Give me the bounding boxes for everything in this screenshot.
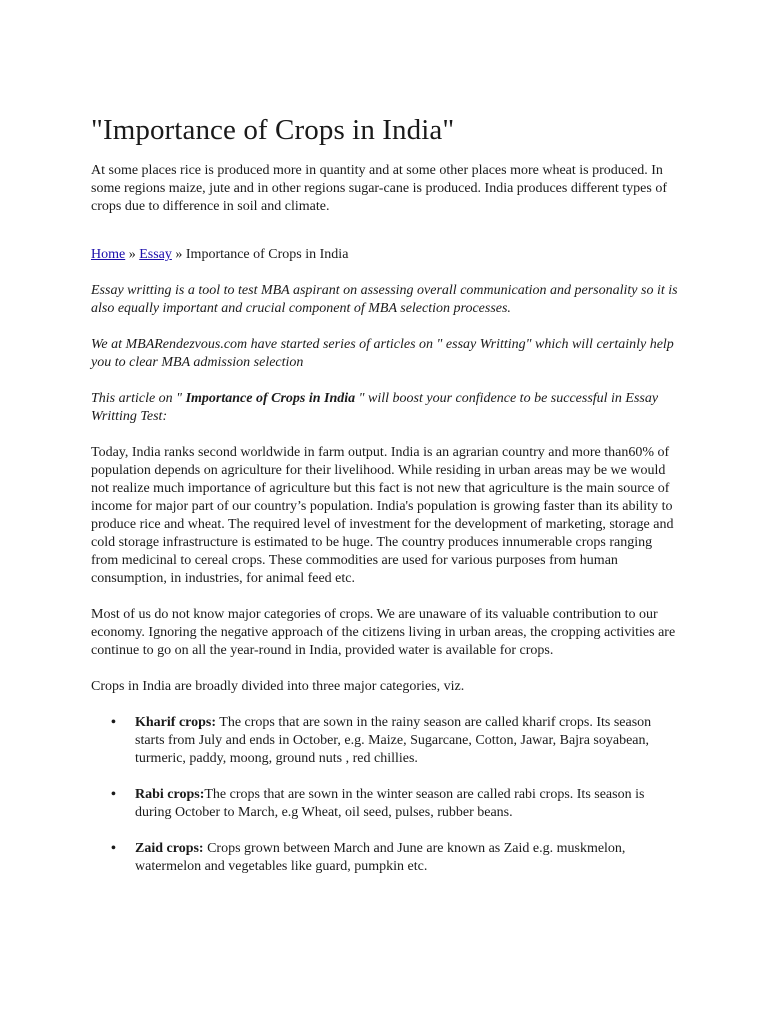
- crop-term: Kharif crops:: [135, 715, 217, 730]
- article-note-prefix: This article on ": [91, 391, 186, 406]
- breadcrumb-separator: »: [171, 247, 186, 262]
- breadcrumb-current: Importance of Crops in India: [185, 247, 349, 262]
- list-item-rabi: [111, 786, 680, 822]
- paragraph-farm-output: Today, India ranks second worldwide in farm output. India is an agrarian country and more than60% of population depends on agriculture for their livelihood. While residing in urban areas may be we would not realize much importance of agriculture but this fact is not new that agriculture is the main source of income for major part of our country’s population. India's population is growing faster than its ability to produce rice and wheat. The required level of investment for the development of marketing, storage and cold storage infrastructure is estimated to be huge. The country produces innumerable crops ranging from medicinal to cereal crops. These commodities are used for various purposes from human consumption, in industries, for animal feed etc.: [91, 445, 674, 586]
- article-note-suffix: " will boost your confidence to be successful in Essay Writting Test:: [91, 391, 659, 424]
- crop-description: Crops grown between March and June are known as Zaid e.g. muskmelon, watermelon and vegetables like guard, pumpkin etc.: [135, 841, 626, 874]
- bullet-icon: •: [111, 841, 116, 856]
- crop-term: Rabi crops:: [135, 787, 205, 802]
- crop-categories-list: [91, 714, 680, 876]
- bullet-icon: •: [111, 787, 116, 802]
- crop-description: The crops that are sown in the rainy season are called kharif crops. Its season starts from July and ends in October, e.g. Maize, Sugarcane, Cotton, Jawar, Bajra soyabean, turmeric, paddy, moong, ground nuts , red chillies.: [135, 715, 652, 766]
- paragraph-divided: Crops in India are broadly divided into three major categories, viz.: [91, 679, 465, 694]
- article-note-topic: Importance of Crops in India: [185, 391, 356, 406]
- list-item-kharif: [111, 714, 680, 768]
- essay-writing-intro: Essay writting is a tool to test MBA aspirant on assessing overall communication and personality so it is also equally important and crucial component of MBA selection processes.: [91, 283, 678, 316]
- breadcrumb: [91, 246, 680, 264]
- breadcrumb-essay-link[interactable]: Essay: [139, 247, 172, 262]
- series-note: We at MBARendezvous.com have started series of articles on " essay Writting" which will certainly help you to clear MBA admission selection: [91, 337, 674, 370]
- list-item-zaid: [111, 840, 680, 876]
- crop-term: Zaid crops:: [135, 841, 204, 856]
- bullet-icon: •: [111, 715, 116, 730]
- breadcrumb-separator: »: [125, 247, 140, 262]
- breadcrumb-home-link[interactable]: Home: [91, 247, 126, 262]
- intro-paragraph: At some places rice is produced more in quantity and at some other places more wheat is produced. In some regions maize, jute and in other regions sugar-cane is produced. India produces different types of crops due to difference in soil and climate.: [91, 163, 667, 214]
- crop-description: The crops that are sown in the winter season are called rabi crops. Its season is during October to March, e.g Wheat, oil seed, pulses, rubber beans.: [135, 787, 645, 820]
- paragraph-crop-categories: Most of us do not know major categories of crops. We are unaware of its valuable contribution to our economy. Ignoring the negative approach of the citizens living in urban areas, the cropping activities are continue to go on all the year-round in India, provided water is available for crops.: [91, 607, 676, 658]
- page-title: "Importance of Crops in India": [91, 114, 455, 146]
- article-note: [91, 390, 680, 426]
